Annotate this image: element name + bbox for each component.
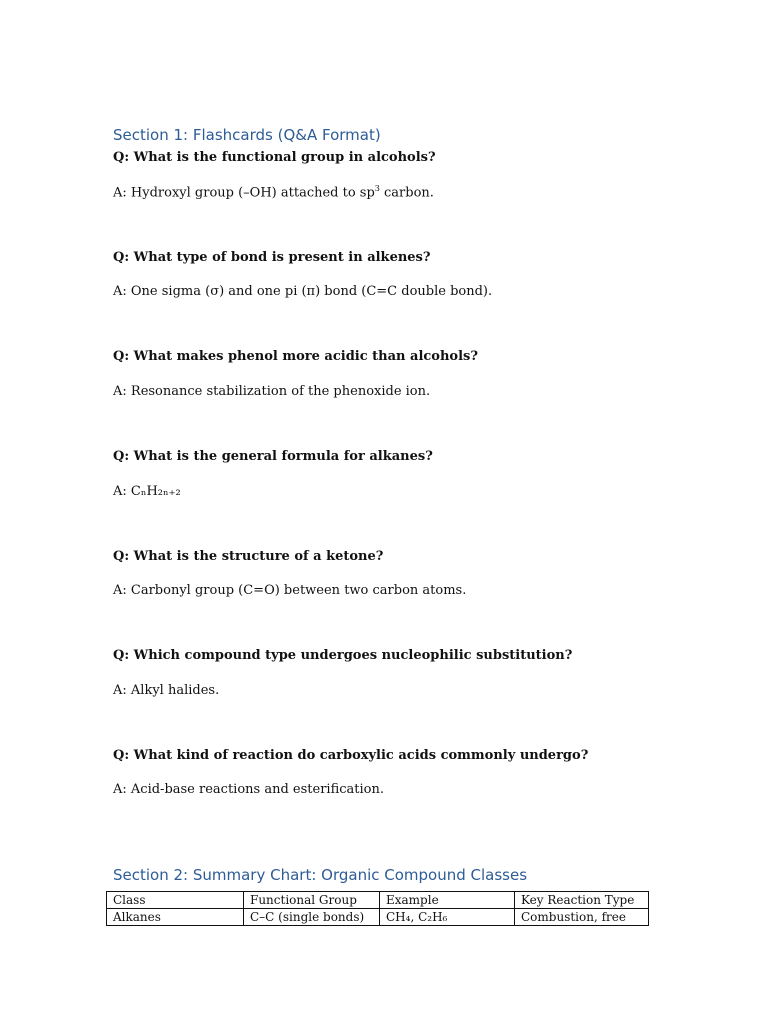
table-header-cell: Key Reaction Type <box>515 892 649 909</box>
flashcard-answer-7: A: Acid-base reactions and esterification. <box>113 782 384 797</box>
flashcard-question-3: Q: What makes phenol more acidic than alcohols? <box>113 349 478 364</box>
flashcard-question-2: Q: What type of bond is present in alkenes? <box>113 250 431 265</box>
table-row <box>107 909 649 926</box>
answer-1-text-end: carbon. <box>379 185 434 201</box>
flashcard-question-5: Q: What is the structure of a ketone? <box>113 549 384 564</box>
section1-heading: Section 1: Flashcards (Q&A Format) <box>113 126 381 144</box>
flashcard-answer-3: A: Resonance stabilization of the phenoxide ion. <box>113 384 431 399</box>
table-cell: CH₄, C₂H₆ <box>380 909 515 926</box>
flashcard-question-7: Q: What kind of reaction do carboxylic acids commonly undergo? <box>113 748 589 763</box>
table-header-cell: Class <box>107 892 244 909</box>
answer-1-superscript: 3 <box>374 184 380 193</box>
flashcard-answer-6: A: Alkyl halides. <box>113 683 220 698</box>
table-header-cell: Functional Group <box>244 892 380 909</box>
section2-heading: Section 2: Summary Chart: Organic Compound Classes <box>113 866 528 884</box>
flashcard-question-4: Q: What is the general formula for alkanes? <box>113 449 433 464</box>
flashcard-answer-4: A: CₙH₂ₙ₊₂ <box>113 484 181 499</box>
flashcard-answer-5: A: Carbonyl group (C=O) between two carbon atoms. <box>113 583 467 598</box>
table-cell: Combustion, free <box>515 909 649 926</box>
table-cell: C–C (single bonds) <box>244 909 380 926</box>
flashcard-answer-1 <box>113 184 434 200</box>
table-header-row <box>107 892 649 909</box>
flashcard-question-1: Q: What is the functional group in alcohols? <box>113 150 436 165</box>
flashcard-question-6: Q: Which compound type undergoes nucleophilic substitution? <box>113 648 573 663</box>
flashcard-answer-2: A: One sigma (σ) and one pi (π) bond (C=C double bond). <box>113 284 493 299</box>
table-header-cell: Example <box>380 892 515 909</box>
summary-table <box>106 891 649 926</box>
table-cell: Alkanes <box>107 909 244 926</box>
answer-1-text: A: Hydroxyl group (–OH) attached to sp <box>113 185 375 201</box>
